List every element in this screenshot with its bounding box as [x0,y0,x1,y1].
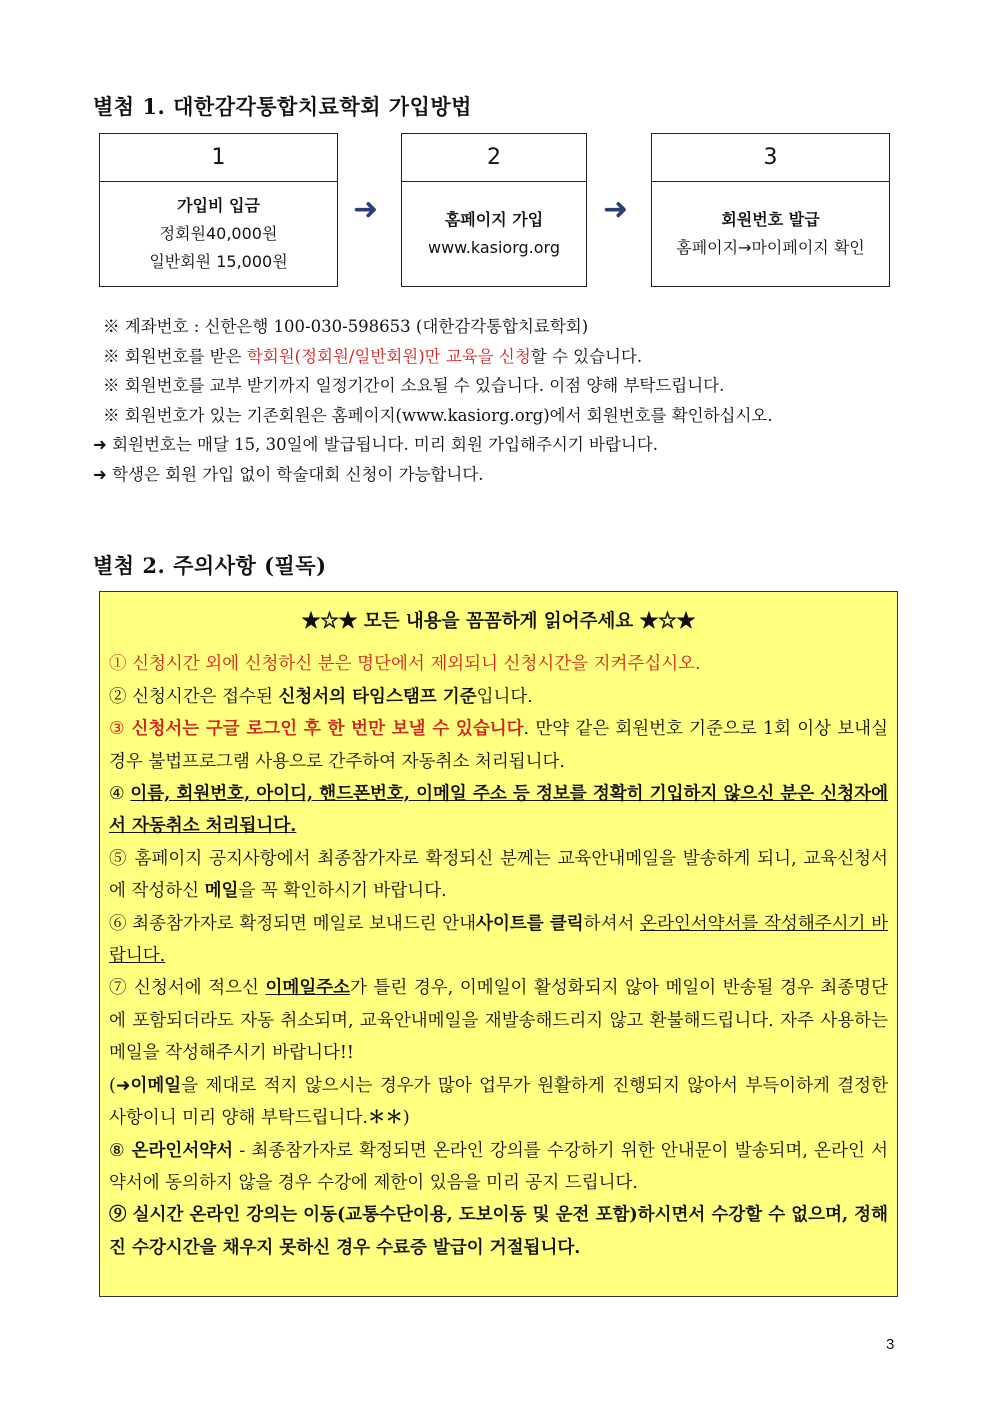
step-line: 홈페이지→마이페이지 확인 [676,238,865,257]
arrow-right-icon: ➜ [353,192,379,227]
arrow-right-icon: ➜ [603,192,629,227]
notice-item-7-note: (➜이메일을 제대로 적지 않으시는 경우가 많아 업무가 원활하게 진행되지 않아서 부득이하게 결정한 사항이니 미리 양해 부탁드립니다.＊＊) [109,1075,888,1129]
notice-item-9: ⑨ 실시간 온라인 강의는 이동(교통수단이용, 도보이동 및 운전 포함)하시면서 수강할 수 없으며, 정해진 수강시간을 채우지 못하신 경우 수료증 발급이 거절됩니다. [109,1205,888,1258]
website-link[interactable]: www.kasiorg.org [427,238,560,257]
notice-item-8: ⑧ 온라인서약서 - 최종참가자로 확정되면 온라인 강의를 수강하기 위한 안내문이 발송되며, 온라인 서약서에 동의하지 않을 경우 수강에 제한이 있음을 미리 공지 드립니다. [109,1140,888,1193]
step-2-box [401,133,587,287]
note-students: ➜ 학생은 회원 가입 없이 학술대회 신청이 가능합니다. [93,464,484,484]
note-check-number: ※ 회원번호가 있는 기존회원은 홈페이지(www.kasiorg.org)에서 회원번호를 확인하십시오. [103,405,773,425]
step-number: 2 [402,134,586,182]
note-account: ※ 계좌번호 : 신한은행 100-030-598653 (대한감각통합치료학회) [103,317,589,336]
step-number: 3 [652,134,889,182]
notice-item-4: ④ 이름, 회원번호, 아이디, 핸드폰번호, 이메일 주소 등 정보를 정확히 기입하지 않으신 분은 신청자에서 자동취소 처리됩니다. [109,784,888,837]
step-title: 홈페이지 가입 [444,210,544,229]
section2-title: 별첨 2. 주의사항 (필독) [93,553,327,578]
notice-box [99,591,898,1297]
notes-list [93,312,913,489]
step-1-box [99,133,338,287]
step-line: 정회원40,000원 [159,224,278,243]
arrow-right-icon: ➜ [93,464,107,484]
note-issue-date: ➜ 회원번호는 매달 15, 30일에 발급됩니다. 미리 회원 가입해주시기 바랍니다. [93,435,659,454]
notice-item-7: ⑦ 신청서에 적으신 이메일주소가 틀린 경우, 이메일이 활성화되지 않아 메일이 반송될 경우 최종명단에 포함되더라도 자동 취소되며, 교육안내메일을 재발송해드리지 않고 환불해드립니다. 자주 사용하는 메일을 작성해주시기 바랍니다!! [109,978,888,1064]
notice-item-1: ① 신청시간 외에 신청하신 분은 명단에서 제외되니 신청시간을 지켜주십시오. [109,654,701,675]
notice-item-5: ⑤ 홈페이지 공지사항에서 최종참가자로 확정되신 분께는 교육안내메일을 발송하게 되니, 교육신청서에 작성하신 메일을 꼭 확인하시기 바랍니다. [109,848,888,902]
notice-item-2: ② 신청시간은 접수된 신청서의 타임스탬프 기준입니다. [109,686,533,707]
step-number: 1 [100,134,337,182]
notice-item-6: ⑥ 최종참가자로 확정되면 메일로 보내드린 안내사이트를 클릭하셔서 온라인서약서를 작성해주시기 바랍니다. [109,913,889,967]
step-title: 가입비 입금 [177,196,260,215]
step-3-box [651,133,890,287]
arrow-right-icon: ➜ [93,435,107,454]
section1-title: 별첨 1. 대한감각통합치료학회 가입방법 [93,94,472,119]
notice-item-3: ③ 신청서는 구글 로그인 후 한 번만 보낼 수 있습니다. 만약 같은 회원번호 기준으로 1회 이상 보내실 경우 불법프로그램 사용으로 간주하여 자동취소 처리됩니다. [109,719,888,772]
page-number: 3 [886,1336,895,1353]
notice-heading: ★☆★ 모든 내용을 꼼꼼하게 읽어주세요 ★☆★ [301,611,696,632]
note-member-only: ※ 회원번호를 받은 학회원(정회원/일반회원)만 교육을 신청할 수 있습니다. [103,346,643,366]
step-title: 회원번호 발급 [721,210,820,229]
note-delay: ※ 회원번호를 교부 받기까지 일정기간이 소요될 수 있습니다. 이점 양해 부탁드립니다. [103,376,725,395]
step-line: 일반회원 15,000원 [149,252,288,271]
